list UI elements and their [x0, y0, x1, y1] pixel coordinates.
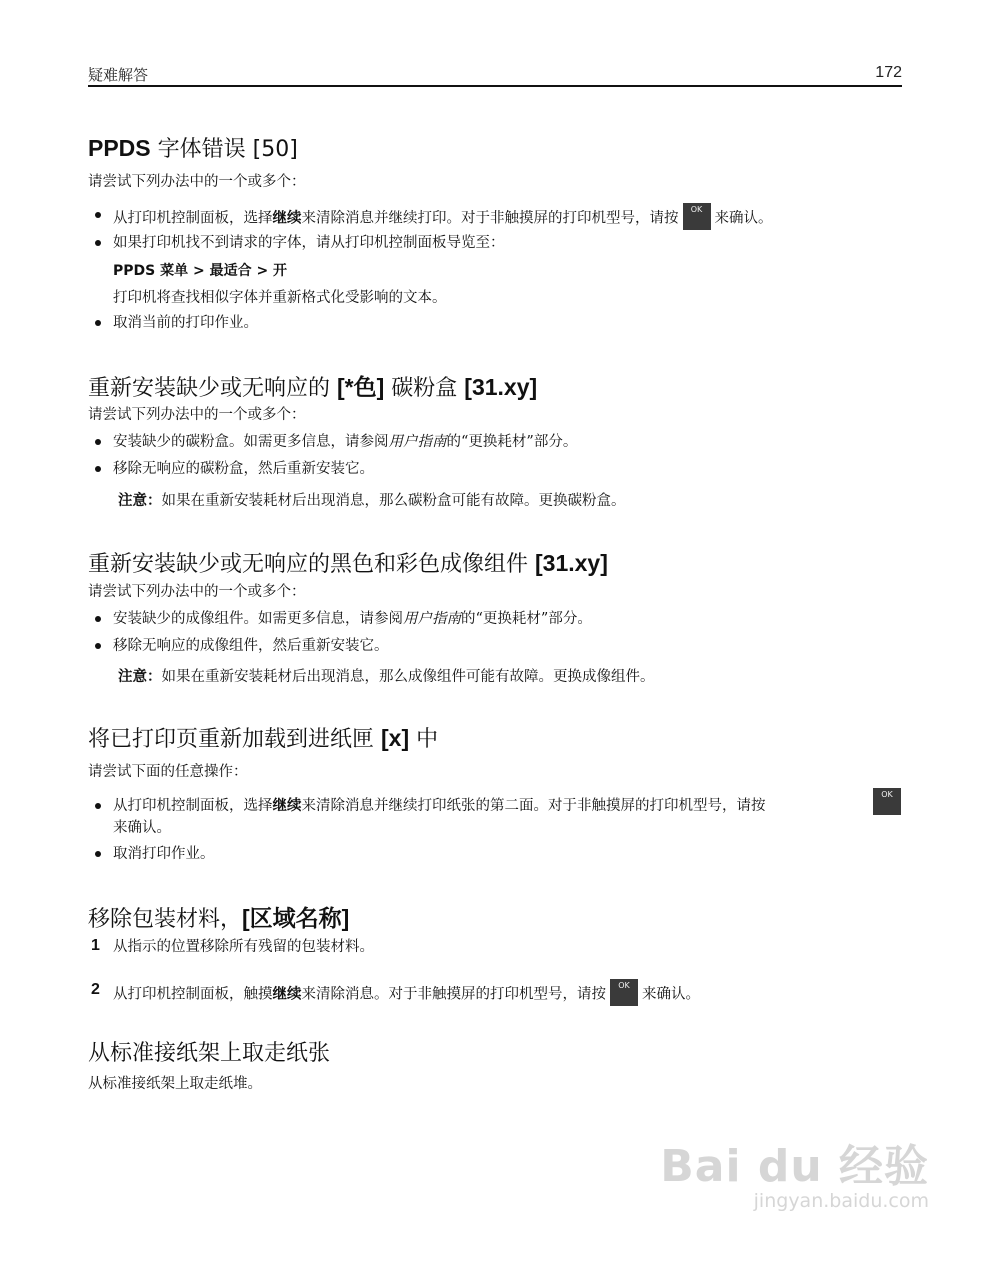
- s3-bullet-2: 移除无响应的成像组件，然后重新安装它。: [113, 638, 389, 654]
- s1-bullet-2: 如果打印机找不到请求的字体，请从打印机控制面板导览至：: [113, 235, 505, 251]
- s4-bullet-2: 取消打印作业。: [113, 846, 215, 862]
- heading-remove-packing: 移除包装材料，[区域名称]: [88, 905, 350, 932]
- bullet: [95, 616, 101, 622]
- bullet: [95, 643, 101, 649]
- ok-button-icon: OK: [683, 203, 711, 230]
- header-rule: [88, 85, 902, 87]
- ok-button-icon: OK: [873, 788, 901, 815]
- s2-intro: 请尝试下列办法中的一个或多个：: [88, 407, 306, 423]
- bullet: [95, 240, 101, 246]
- step-number: 1: [91, 937, 100, 954]
- s2-bullet-1: 安装缺少的碳粉盒。如需更多信息，请参阅用户指南的“更换耗材”部分。: [113, 434, 578, 450]
- heading-reload-printed-page: 将已打印页重新加载到进纸匣 [x] 中: [88, 725, 439, 752]
- s5-step-2: 从打印机控制面板，触摸继续来清除消息。对于非触摸屏的打印机型号，请按OK来确认。: [113, 981, 700, 1008]
- heading-reinstall-imaging: 重新安装缺少或无响应的黑色和彩色成像组件 [31.xy]: [88, 550, 608, 577]
- s4-intro: 请尝试下面的任意操作：: [88, 764, 248, 780]
- watermark-url: jingyan.baidu.com: [753, 1190, 929, 1212]
- s2-bullet-2: 移除无响应的碳粉盒，然后重新安装它。: [113, 461, 374, 477]
- s3-intro: 请尝试下列办法中的一个或多个：: [88, 584, 306, 600]
- baidu-watermark-logo: [660, 1130, 929, 1212]
- s2-note: 注意：如果在重新安装耗材后出现消息，那么碳粉盒可能有故障。更换碳粉盒。: [118, 493, 626, 509]
- s1-intro: 请尝试下列办法中的一个或多个：: [88, 174, 306, 190]
- bullet: [95, 466, 101, 472]
- s1-bullet-3: 取消当前的打印作业。: [113, 315, 258, 331]
- s1-bullet-1: 从打印机控制面板，选择继续来清除消息并继续打印。对于非触摸屏的打印机型号，请按OK来确认。: [113, 205, 773, 232]
- s4-bullet-1-line1: 从打印机控制面板，选择继续来清除消息并继续打印纸张的第二面。对于非触摸屏的打印机型号，请按: [113, 798, 766, 814]
- s1-menu-path: PPDS 菜单 > 最适合 > 开: [113, 263, 288, 279]
- ok-button-icon-wrap: [873, 788, 901, 815]
- step-number: 2: [91, 981, 100, 998]
- running-header-section: 疑难解答: [88, 66, 149, 84]
- s3-bullet-1: 安装缺少的成像组件。如需更多信息，请参阅用户指南的“更换耗材”部分。: [113, 611, 592, 627]
- heading-reinstall-toner: 重新安装缺少或无响应的 [*色] 碳粉盒 [31.xy]: [88, 374, 538, 401]
- s1-bullet-2-note: 打印机将查找相似字体并重新格式化受影响的文本。: [113, 290, 447, 306]
- bullet: [95, 439, 101, 445]
- bullet: [95, 851, 101, 857]
- bullet: [95, 212, 101, 218]
- s5-step-1: 从指示的位置移除所有残留的包装材料。: [113, 939, 374, 955]
- s4-bullet-1-line2: 来确认。: [113, 820, 171, 836]
- bullet: [95, 803, 101, 809]
- bullet: [95, 320, 101, 326]
- heading-remove-paper: 从标准接纸架上取走纸张: [88, 1041, 331, 1066]
- s3-note: 注意：如果在重新安装耗材后出现消息，那么成像组件可能有故障。更换成像组件。: [118, 669, 655, 685]
- watermark-brand: Bai du 经验: [660, 1141, 929, 1192]
- page-number: 172: [875, 64, 902, 81]
- ok-button-icon: OK: [610, 979, 638, 1006]
- heading-ppds-font-error: PPDS 字体错误 [50]: [88, 135, 298, 162]
- s6-body: 从标准接纸架上取走纸堆。: [88, 1076, 262, 1092]
